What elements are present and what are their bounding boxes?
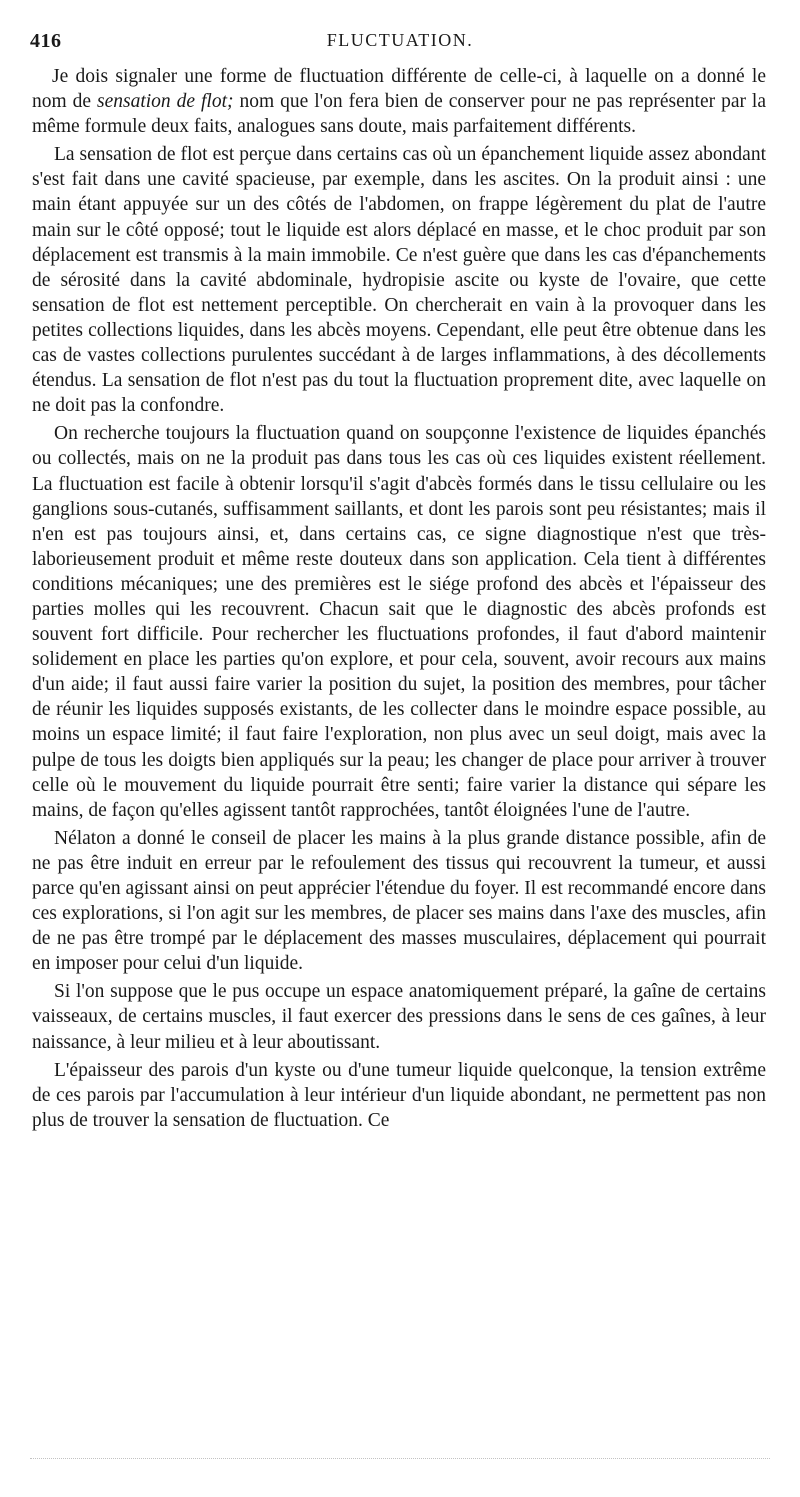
paragraph-1 <box>32 64 766 139</box>
paragraph-1-text-end: nom que l'on fera bien de conserver pour ne pas représenter par la même formule deux faits, analogues sans doute, mais parfaitement différents. <box>32 91 767 138</box>
paragraph-6: L'épaisseur des parois d'un kyste ou d'une tumeur liquide quelconque, la tension extrême de ces parois par l'accumulation à leur intérieur d'un liquide abondant, ne permettent pas non plus de trouver la sensation de fluctuation. Ce <box>32 1059 766 1131</box>
page-number: 416 <box>30 30 62 52</box>
scan-artifact-line <box>30 1458 770 1461</box>
paragraph-2: La sensation de flot est perçue dans certains cas où un épanchement liquide assez abondant s'est fait dans une cavité spacieuse, par exemple, dans les ascites. On la produit ainsi : une main étant appuyée sur un des côtés de l'abdomen, on frappe légèrement du plat de l'autre main sur le côté opposé; tout le liquide est alors déplacé en masse, et le choc produit par son déplacement est transmis à la main immobile. Ce n'est guère que dans les cas d'épanchements de sérosité dans la cavité abdominale, hydropisie ascite ou kyste de l'ovaire, que cette sensation de flot est nettement perceptible. On chercherait en vain à la provoquer dans les petites collections liquides, dans les abcès moyens. Cependant, elle peut être obtenue dans les cas de vastes collections purulentes succédant à de larges inflammations, à des décollements étendus. La sensation de flot n'est pas du tout la fluctuation proprement dite, avec laquelle on ne doit pas la confondre. <box>32 144 766 417</box>
paragraph-1-text-start: Je dois signaler une forme de fluctuation différente de celle-ci, à laquelle on a donné le nom de <box>32 66 766 113</box>
body-text <box>32 64 766 1136</box>
paragraph-3: On recherche toujours la fluctuation quand on soupçonne l'existence de liquides épanchés ou collectés, mais on ne la produit pas dans tous les cas où ces liquides existent réellement. La fluctuation est facile à obtenir lorsqu'il s'agit d'abcès formés dans le tissu cellulaire ou les ganglions sous-cutanés, suffisamment saillants, et dont les parois sont peu résistantes; mais il n'en est pas toujours ainsi, et, dans certains cas, ce signe diagnostique n'est que très-laborieusement produit et même reste douteux dans son application. Cela tient à différentes conditions mécaniques; une des premières est le siége profond des abcès et l'épaisseur des parties molles qui les recouvrent. Chacun sait que le diagnostic des abcès profonds est souvent fort difficile. Pour rechercher les fluctuations profondes, il faut d'abord maintenir solidement en place les parties qu'on explore, et pour cela, souvent, avoir recours aux mains d'un aide; il faut aussi faire varier la position du sujet, la position des membres, pour tâcher de réunir les liquides supposés existants, de les collecter dans le moindre espace possible, au moins un espace limité; il faut faire l'exploration, non plus avec un seul doigt, mais avec la pulpe de tous les doigts bien appliqués sur la peau; les changer de place pour arriver à trouver celle où le mouvement du liquide pourrait être senti; faire varier la distance qui sépare les mains, de façon qu'elles agissent tantôt rapprochées, tantôt éloignées l'une de l'autre. <box>32 423 766 821</box>
paragraph-5: Si l'on suppose que le pus occupe un espace anatomiquement préparé, la gaîne de certains vaisseaux, de certains muscles, il faut exercer des pressions dans le sens de ces gaînes, à leur naissance, à leur milieu et à leur aboutissant. <box>32 981 766 1053</box>
running-title: FLUCTUATION. <box>326 30 474 50</box>
paragraph-4: Nélaton a donné le conseil de placer les mains à la plus grande distance possible, afin de ne pas être induit en erreur par le refoulement des tissus qui recouvrent la tumeur, et aussi parce qu'en agissant ainsi on peut apprécier l'étendue du foyer. Il est recommandé encore dans ces explorations, si l'on agit sur les membres, de placer ses mains dans l'axe des muscles, afin de ne pas être trompé par le déplacement des masses musculaires, déplacement qui pourrait en imposer pour celui d'un liquide. <box>32 827 766 975</box>
italic-term: sensation de flot; <box>97 91 234 113</box>
